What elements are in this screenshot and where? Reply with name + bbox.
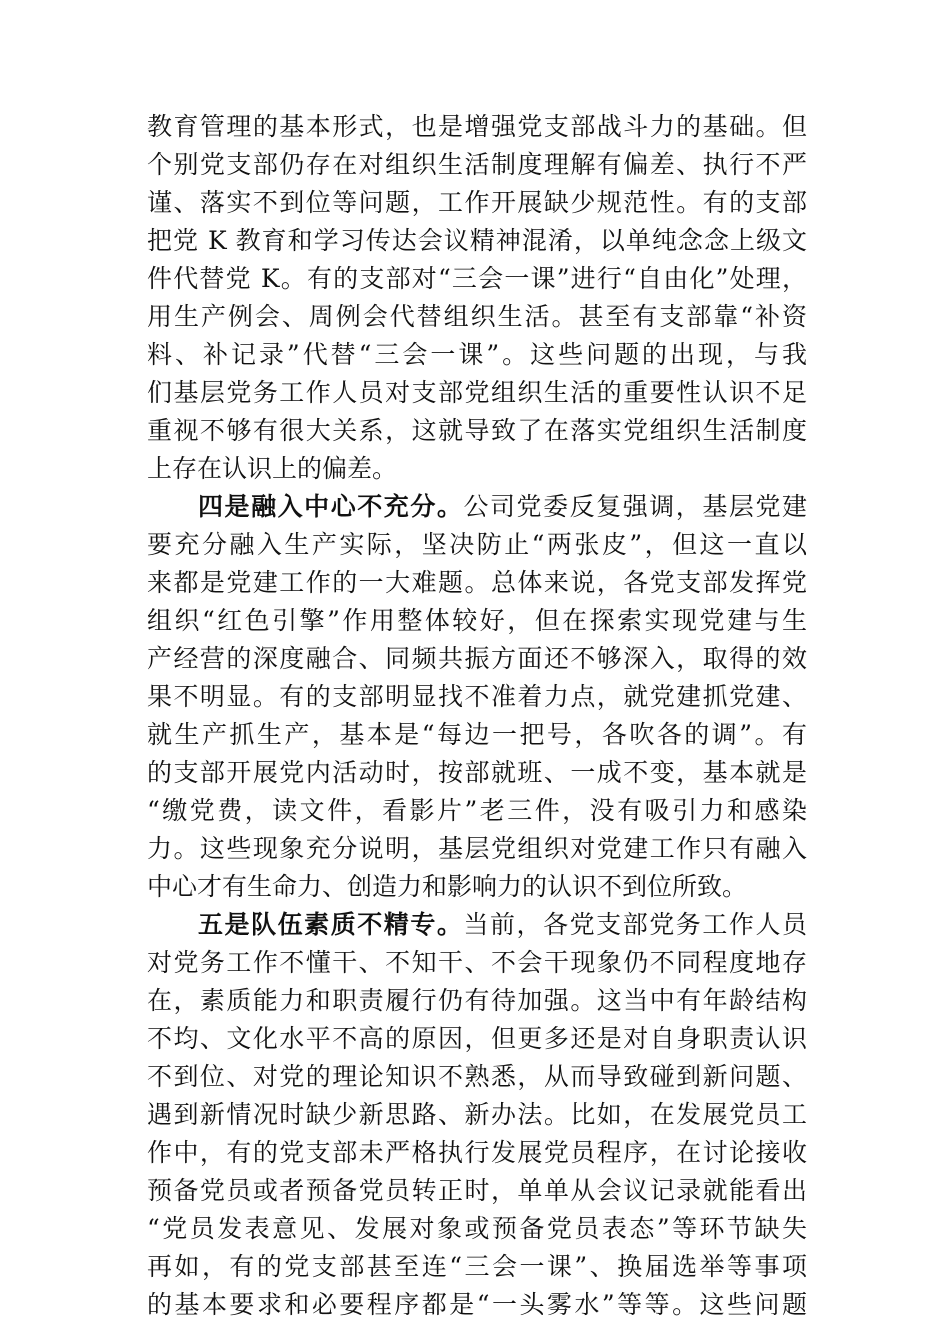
- text-line: 产经营的深度融合、同频共振方面还不够深入，取得的效: [147, 644, 807, 673]
- paragraph-five: [147, 906, 807, 1324]
- text-line: 教育管理的基本形式，也是增强党支部战斗力的基础。但: [147, 112, 807, 141]
- text-line: 果不明显。有的支部明显找不准着力点，就党建抓党建、: [147, 682, 807, 711]
- text-line: 重视不够有很大关系，这就导致了在落实党组织生活制度: [147, 416, 807, 445]
- text-line: 就生产抓生产，基本是“每边一把号，各吹各的调”。有: [147, 720, 807, 749]
- text-line: 要充分融入生产实际，坚决防止“两张皮”，但这一直以: [147, 530, 807, 559]
- text-line: 用生产例会、周例会代替组织生活。甚至有支部靠“补资: [147, 302, 807, 331]
- paragraph-heading: 五是队伍素质不精专。: [198, 910, 464, 939]
- text-line: 的支部开展党内活动时，按部就班、一成不变，基本就是: [147, 758, 807, 787]
- text-line-lead: [147, 488, 807, 526]
- text-line: 遇到新情况时缺少新思路、新办法。比如，在发展党员工: [147, 1100, 807, 1129]
- text-line: 上存在认识上的偏差。: [147, 454, 398, 483]
- paragraph-heading: 四是融入中心不充分。: [198, 492, 464, 521]
- text-line: “缴党费，读文件，看影片”老三件，没有吸引力和感染: [147, 796, 807, 825]
- text-run: 当前，各党支部党务工作人员: [463, 910, 807, 939]
- text-line: 不到位、对党的理论知识不熟悉，从而导致碰到新问题、: [147, 1062, 807, 1091]
- text-line: 谨、落实不到位等问题，工作开展缺少规范性。有的支部: [147, 188, 807, 217]
- text-line: 不均、文化水平不高的原因，但更多还是对自身职责认识: [147, 1024, 807, 1053]
- text-line: 料、补记录”代替“三会一课”。这些问题的出现，与我: [147, 340, 807, 369]
- text-line: 件代替党 K。有的支部对“三会一课”进行“自由化”处理，: [147, 264, 807, 293]
- text-run: 公司党委反复强调，基层党建: [463, 492, 807, 521]
- text-line: 个别党支部仍存在对组织生活制度理解有偏差、执行不严: [147, 150, 807, 179]
- text-line: 再如，有的党支部甚至连“三会一课”、换届选举等事项: [147, 1252, 807, 1281]
- text-line: 组织“红色引擎”作用整体较好，但在探索实现党建与生: [147, 606, 807, 635]
- text-line: 中心才有生命力、创造力和影响力的认识不到位所致。: [147, 872, 748, 901]
- text-line: 对党务工作不懂干、不知干、不会干现象仍不同程度地存: [147, 948, 807, 977]
- text-line: 们基层党务工作人员对支部党组织生活的重要性认识不足: [147, 378, 807, 407]
- text-line-lead: [147, 906, 807, 944]
- text-line: 把党 K 教育和学习传达会议精神混淆，以单纯念念上级文: [147, 226, 807, 255]
- text-line: 在，素质能力和职责履行仍有待加强。这当中有年龄结构: [147, 986, 807, 1015]
- text-line: 的基本要求和必要程序都是“一头雾水”等等。这些问题: [147, 1290, 807, 1319]
- text-line: “党员发表意见、发展对象或预备党员表态”等环节缺失: [147, 1214, 807, 1243]
- text-line: 作中，有的党支部未严格执行发展党员程序，在讨论接收: [147, 1138, 807, 1167]
- document-body: [147, 108, 807, 1324]
- paragraph-continued: [147, 108, 807, 488]
- paragraph-four: [147, 488, 807, 906]
- text-line: 预备党员或者预备党员转正时，单单从会议记录就能看出: [147, 1176, 807, 1205]
- text-line: 来都是党建工作的一大难题。总体来说，各党支部发挥党: [147, 568, 807, 597]
- text-line: 力。这些现象充分说明，基层党组织对党建工作只有融入: [147, 834, 807, 863]
